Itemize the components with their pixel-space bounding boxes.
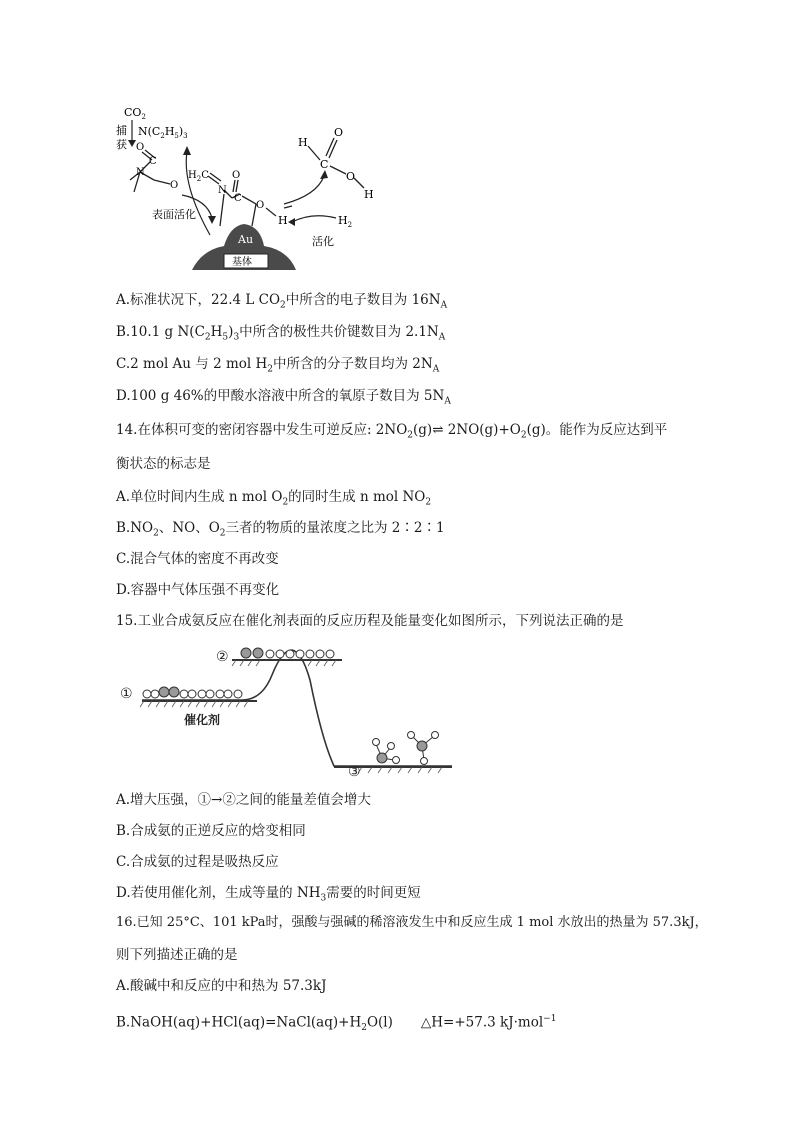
- q15-option-b: B.合成氨的正逆反应的焓变相同: [116, 823, 306, 839]
- q15-option-a: A.增大压强，①→②之间的能量差值会增大: [116, 792, 371, 808]
- substrate-label: 基体: [232, 257, 252, 268]
- h2c-label: $H_2C$: [188, 170, 209, 183]
- n-atom-left: N: [136, 167, 145, 178]
- activation-label: 活化: [312, 235, 334, 248]
- catalyst-label: 催化剂: [184, 713, 221, 727]
- q13-option-b: B.10.1 g $N(C_2H_5)_3$中所含的极性共价键数目为 $2.1N_A$: [116, 324, 446, 343]
- q13-option-a: A.标准状况下，22.4 L $CO_2$中所含的电子数目为 $16N_A$: [116, 292, 448, 311]
- figure-13-catalysis-diagram: [112, 100, 382, 275]
- c-atom-center: C: [234, 193, 242, 204]
- o-atom-formic-top: O: [334, 126, 344, 139]
- q16-option-b: $B.NaOH(aq)+HCl(aq)=NaCl(aq)+H_2O(l)$ △H=+57.3 kJ·mol$^{-1}$: [116, 1014, 557, 1034]
- state-1-label: ①: [120, 686, 133, 702]
- figure-15-energy-diagram: [112, 640, 457, 780]
- o-atom-center-right: O: [256, 200, 265, 211]
- c-atom-formic: C: [320, 158, 329, 171]
- o-atom-left-top: O: [136, 142, 145, 153]
- q14-option-a: A.单位时间内生成 n mol $O_2$的同时生成 n mol $NO_2$: [116, 489, 432, 508]
- q15-option-c: C.合成氨的过程是吸热反应: [116, 854, 279, 870]
- h-atom-formic-right: H: [364, 188, 374, 201]
- state-3-label: ③: [348, 764, 361, 780]
- h-atom-surface: H: [278, 214, 288, 227]
- q14-option-c: C.混合气体的密度不再改变: [116, 551, 279, 567]
- o-atom-formic-right: O: [346, 170, 356, 183]
- q14-option-d: D.容器中气体压强不再变化: [116, 582, 280, 598]
- q14-option-b: $B.NO_2$、NO、$O_2$三者的物质的量浓度之比为 2∶2∶1: [116, 520, 445, 539]
- q16-stem-line1: 16.已知 25°C、101 kPa时，强酸与强碱的稀溶液发生中和反应生成 1 mol 水放出的热量为 57.3kJ，: [116, 915, 708, 930]
- q16-option-a: A.酸碱中和反应的中和热为 57.3kJ: [116, 978, 327, 994]
- q13-option-c: C.2 mol Au 与 2 mol $H_2$中所含的分子数目均为 $2N_A$: [116, 356, 440, 375]
- au-label: Au: [238, 233, 254, 246]
- n-atom-center: N: [218, 185, 227, 196]
- o-atom-center-top: O: [232, 170, 241, 181]
- q15-stem: 15.工业合成氨反应在催化剂表面的反应历程及能量变化如图所示，下列说法正确的是: [116, 613, 624, 629]
- amine-formula: $N(C_2H_5)_3$: [138, 125, 188, 140]
- h-atom-formic: H: [298, 136, 308, 149]
- co2-label: $CO_2$: [124, 106, 146, 121]
- capture-label-1: 捕: [116, 124, 127, 137]
- q15-option-d: D.若使用催化剂，生成等量的 $NH_3$需要的时间更短: [116, 885, 421, 904]
- q14-stem-line1: 14.在体积可变的密闭容器中发生可逆反应: $2NO_2(g)\rightleftharpoons$ $2NO(g)+O_2(g)$。能作为反应达到平: [116, 422, 668, 441]
- q14-stem-line2: 衡状态的标志是: [116, 456, 211, 472]
- q16-stem-line2: 则下列描述正确的是: [116, 947, 238, 963]
- q13-option-d: D.100 g 46%的甲酸水溶液中所含的氧原子数目为 $5N_A$: [116, 388, 451, 407]
- h2-label: $H_2$: [338, 214, 353, 229]
- state-2-label: ②: [216, 649, 229, 665]
- o-atom-left-right: O: [170, 180, 179, 191]
- c-atom-left: C: [149, 156, 157, 167]
- surface-activation-label: 表面活化: [152, 208, 196, 221]
- equilibrium-arrow-icon: ⇌: [432, 422, 444, 438]
- capture-label-2: 获: [116, 138, 127, 151]
